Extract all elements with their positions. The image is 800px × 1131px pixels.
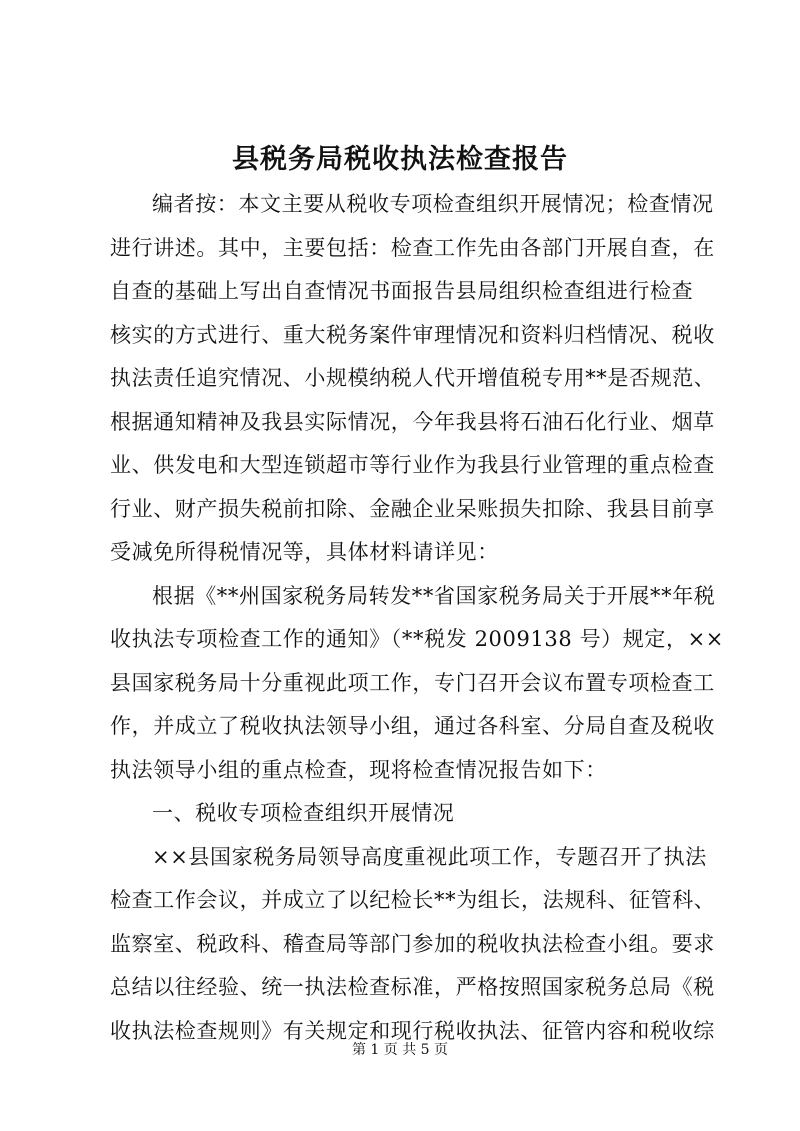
text-line: 总结以往经验、统一执法检查标准，严格按照国家税务总局《税	[110, 975, 715, 999]
text-line: 根据通知精神及我县实际情况，今年我县将石油石化行业、烟草	[110, 409, 715, 434]
text-line: 受减免所得税情况等，具体材料请详见：	[110, 540, 499, 564]
text-line: 核实的方式进行、重大税务案件审理情况和资料归档情况、税收	[110, 322, 715, 347]
text-line: 根据《**州国家税务局转发**省国家税务局关于开展**年税	[152, 583, 716, 608]
document-body	[110, 183, 724, 1053]
page-footer: 第 1 页 共 5 页	[351, 1042, 449, 1058]
text-line: 作，并成立了税收执法领导小组，通过各科室、分局自查及税收	[110, 714, 715, 738]
text-line: 检查工作会议，并成立了以纪检长**为组长，法规科、征管科、	[110, 888, 716, 912]
paragraph-section-1	[110, 836, 716, 1054]
text-line: 进行讲述。其中，主要包括：检查工作先由各部门开展自查，在	[110, 235, 715, 260]
document-title: 县税务局税收执法检查报告	[232, 144, 568, 175]
text-line: 收执法检查规则》有关规定和现行税收执法、征管内容和税收综	[110, 1018, 715, 1043]
text-line: 县国家税务局十分重视此项工作，专门召开会议布置专项检查工	[110, 670, 715, 695]
text-line: 一、税收专项检查组织开展情况	[152, 801, 455, 825]
text-line: ××县国家税务局领导高度重视此项工作，专题召开了执法	[152, 844, 707, 869]
paragraph-editor-note	[110, 183, 716, 575]
text-line: 行业、财产损失税前扣除、金融企业呆账损失扣除、我县目前享	[110, 496, 715, 521]
text-line: 业、供发电和大型连锁超市等行业作为我县行业管理的重点检查	[110, 453, 715, 477]
text-line: 执法领导小组的重点检查，现将检查情况报告如下：	[110, 757, 607, 782]
text-line: 执法责任追究情况、小规模纳税人代开增值税专用**是否规范、	[110, 366, 716, 390]
section-heading-1	[110, 792, 713, 836]
text-line: 编者按：本文主要从税收专项检查组织开展情况；检查情况	[152, 192, 714, 216]
text-line: 收执法专项检查工作的通知》（**税发 2009138 号）规定，××	[110, 627, 724, 651]
text-line: 自查的基础上写出自查情况书面报告县局组织检查组进行检查	[110, 279, 694, 303]
text-line: 监察室、税政科、稽查局等部门参加的税收执法检查小组。要求	[110, 931, 715, 956]
paragraph-introduction	[110, 575, 724, 793]
